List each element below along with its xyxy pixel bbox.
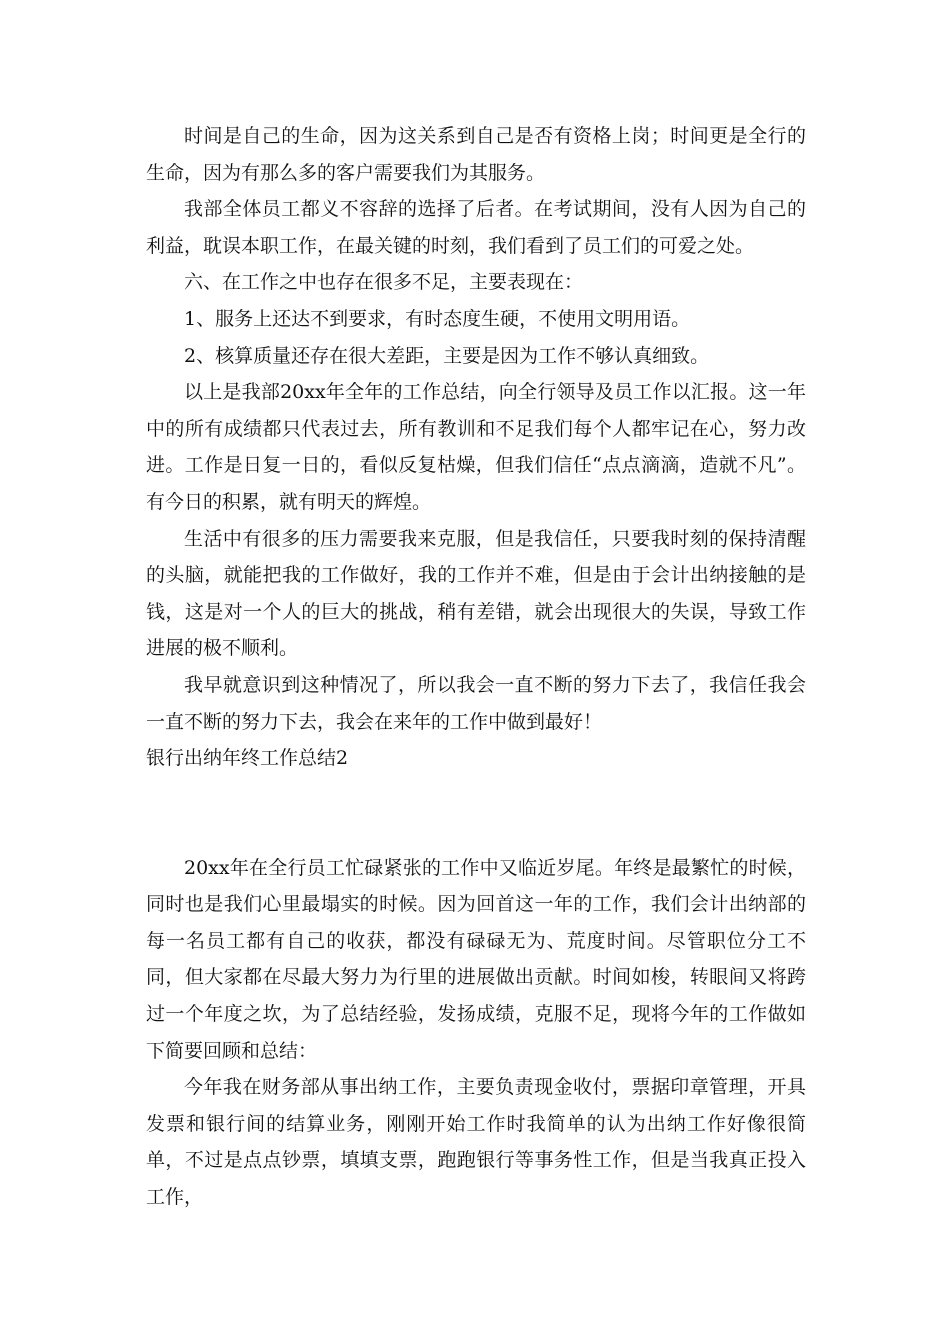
paragraph: 1、服务上还达不到要求，有时态度生硬，不使用文明用语。 (184, 307, 691, 330)
paragraph: 2、核算质量还存在很大差距，主要是因为工作不够认真细致。 (184, 344, 710, 367)
section-spacer (146, 777, 806, 850)
paragraph: 时间是自己的生命，因为这关系到自己是否有资格上岗；时间更是全行的生命，因为有那么多的客户需要我们为其服务。 (146, 125, 806, 184)
paragraph: 我部全体员工都义不容辞的选择了后者。在考试期间，没有人因为自己的利益，耽误本职工作，在最关键的时刻，我们看到了员工们的可爱之处。 (146, 198, 806, 257)
paragraph: 生活中有很多的压力需要我来克服，但是我信任，只要我时刻的保持清醒的头脑，就能把我的工作做好，我的工作并不难，但是由于会计出纳接触的是钱，这是对一个人的巨大的挑战，稍有差错，就会出现很大的失误，导致工作进展的极不顺利。 (146, 527, 806, 660)
paragraph: 今年我在财务部从事出纳工作，主要负责现金收付，票据印章管理，开具发票和银行间的结算业务，刚刚开始工作时我简单的认为出纳工作好像很简单，不过是点点钞票，填填支票，跑跑银行等事务性工作，但是当我真正投入工作， (146, 1076, 806, 1209)
paragraph: 六、在工作之中也存在很多不足，主要表现在： (184, 271, 584, 294)
section-title: 银行出纳年终工作总结2 (146, 747, 349, 770)
paragraph: 以上是我部20xx年全年的工作总结，向全行领导及员工作以汇报。这一年中的所有成绩都只代表过去，所有教训和不足我们每个人都牢记在心，努力改进。工作是日复一日的，看似反复枯燥，但我们信任“点点滴滴，造就不凡”。有今日的积累，就有明天的辉煌。 (146, 381, 806, 513)
document-body (146, 118, 806, 1216)
paragraph: 我早就意识到这种情况了，所以我会一直不断的努力下去了，我信任我会一直不断的努力下去，我会在来年的工作中做到最好！ (146, 673, 806, 733)
paragraph: 20xx年在全行员工忙碌紧张的工作中又临近岁尾。年终是最繁忙的时候，同时也是我们心里最塌实的时候。因为回首这一年的工作，我们会计出纳部的每一名员工都有自己的收获，都没有碌碌无为、荒度时间。尽管职位分工不同，但大家都在尽最大努力为行里的进展做出贡献。时间如梭，转眼间又将跨过一个年度之坎，为了总结经验，发扬成绩，克服不足，现将今年的工作做如下简要回顾和总结： (146, 856, 806, 1062)
